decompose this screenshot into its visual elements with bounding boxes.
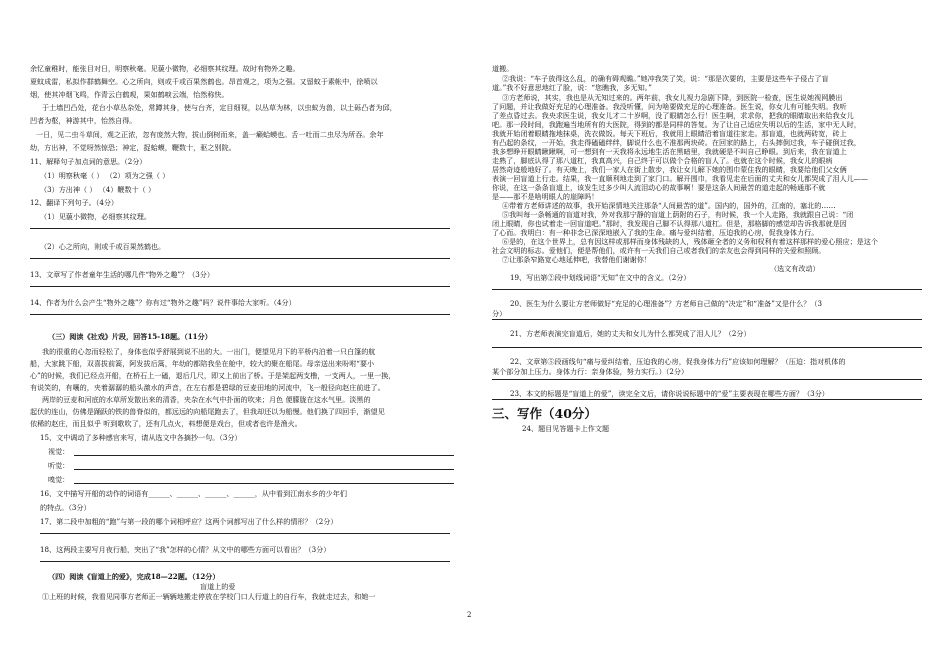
left-text-line: （四）阅读《盲道上的爱》，完成18—22题。（12分） [48, 572, 220, 581]
right-text-line: ②我说：“车子放得这么乱，的确有碍观瞻。”她冲我笑了笑，说：“那是次要的，主要是这些车子侵占了盲 [502, 74, 829, 83]
right-text-line: 道搬。 [492, 64, 514, 73]
right-text-line: 21、方老师表演完盲道后，她的丈夫和女儿为什么都哭成了泪人儿？（2分） [510, 329, 751, 338]
left-text-line: 16、文中描写开船的动作的词语有______、______、______、______，从中看到江南水乡的少年们 [40, 489, 347, 498]
right-text-line: 某个部分加上压力。身体力行：亲身体验，努力实行。）（2分） [492, 367, 689, 376]
answer-line [492, 289, 922, 290]
left-text-line: ①上班的时候，我看见同事方老师正一辆辆地搬走停放在学校门口人行道上的自行车，我就走过去，和她一 [42, 592, 376, 601]
right-text-line: 了差点昏过去。我央求医生说，我女儿才二十岁啊，没了眼睛怎么行！医生啊，求求你，把我的眼睛取出来给我女儿 [492, 111, 854, 120]
right-text-line: 22、文章第⑤段画线句“痛与爱纠结着，压迫我的心房，促我身体力行”应该如何理解？（压迫：指对机体的 [510, 357, 846, 366]
page-number: 2 [467, 611, 472, 619]
right-text-line: （选文有改动） [770, 264, 820, 273]
left-text-line: 17、第二段中加粗的“跑”与第一段的哪个词相呼应？这两个词都写出了什么样的情形？（2分） [40, 517, 338, 526]
right-text-line: 表演一回盲道上行走。结果，我一直顺利地走到了家门口。解开围巾，我看见走在后面的丈夫和女儿都哭成了泪人儿—— [492, 174, 868, 183]
answer-line [74, 469, 454, 470]
right-text-line: 我就开始闭着眼睛拖地抹桌，洗衣做饭。每天下班后，我就用上眼睛沿着盲道往家走。那盲道，也就两砖宽，砖上 [492, 129, 847, 138]
left-text-line: 心”的时候，我们已经点开船，在桥石上一磕，退后几尺，即又上前出了桥。于是架起两支橹，一支两人，一里一换， [30, 371, 396, 380]
left-text-line: 盲道上的爱 [200, 582, 236, 591]
left-text-line: 12、翻译下列句子。（4分） [30, 198, 119, 207]
right-text-line: 分） [492, 309, 507, 318]
answer-line [30, 258, 450, 259]
answer-line [74, 483, 454, 484]
left-text-line: 有说笑的，有嚷的，夹着潺潺的船头激水的声音，在左右都是碧绿的豆麦田地的河流中，飞一般径向赵庄前进了。 [30, 383, 385, 392]
right-text-line: 闭上眼睛，你也试着走一回盲道吧。”那时，我发现自己脚不认得那八道杠。但是，那格脚的感觉却告诉我那就是因 [492, 219, 847, 228]
left-text-line: 烟，使其冲烟飞鸣，作青云白鹤观，果如鹤唳云端，怡然称快。 [30, 90, 229, 99]
right-text-line: ③方老师说，其实，我也是从无知过来的。两年前，我女儿视力急剧下降，到医院一检查，医生说她视网膜出 [502, 93, 843, 102]
left-text-line: 依稀的赵庄，而且似乎 听到歌吹了，还有几点火，料想便是戏台，但或者也许是渔火。 [30, 419, 302, 428]
right-text-line: 了问题，并让我做好充足的心理准备。我没听懂，问为啥要做充足的心理准备。医生说，你女儿有可能失明。我听 [492, 102, 847, 111]
left-text-line: 夏蚊成雷，私拟作群鹤舞空。心之所向，则或千或百果然鹤也。昂首观之，项为之强。又留蚊于素帐中，徐喷以 [30, 77, 378, 86]
left-text-line: 13、文章写了作者童年生活的哪几件“物外之趣”？（3分） [30, 270, 214, 279]
answer-line [74, 455, 454, 456]
answer-line [492, 399, 922, 400]
left-text-line: 11、解释句子加点词的意思。（2分） [30, 157, 147, 166]
left-text-line: 我的很重的心忽而轻松了，身体也似乎舒展到说不出的大。一出门，便望见月下的平桥内泊着一只白篷的航 [42, 347, 376, 356]
left-text-line: （3）方出神（ ） （4）鞭数十（ ） [40, 185, 156, 194]
right-text-line: 你说，在这一条条盲道上，该发生过多少叫人流泪动心的故事啊！要是这条人间最苦的道走起的畅通那不就 [492, 183, 826, 192]
left-text-line: 两岸的豆麦和河底的水草所发散出来的清香，夹杂在水气中扑面的吹来；月色 便朦胧在这水气里。淡黑的 [42, 395, 371, 404]
left-text-line: （2）心之所向，则或千或百果然鹤也。 [40, 242, 166, 251]
left-text-line: 起伏的连山，仿佛是踊跃的铁的兽脊似的，都远远的向船尾跑去了，但我却还以为船慢。他们换了四回手，渐望见 [30, 407, 385, 416]
right-text-line: 了心而。我明白：有一种非念已深深地嵌入了我的生命。痛与爱纠结着，压迫我的心房，促我身体力行。 [492, 228, 819, 237]
right-text-line: 社会文明的标志。爱他们，便是帮他们，或许有一天我们自己或者我们的亲友也会得到同样的关爱和照顾。 [492, 246, 826, 255]
right-text-line: 有凸起的条纹，一开始，我走得磕磕绊绊，脚说什么也不准那两块砖。在回家的路上，右头摔倒过我，车子碰倒过我， [492, 138, 861, 147]
answer-line [30, 286, 450, 287]
answer-line [492, 347, 922, 348]
right-text-line: 居然奇迹般地好了。有天晚上，我们一家人在街上散步，我让女儿解下她的围巾蒙住我的眼睛，我要给他们父女俩 [492, 165, 847, 174]
answer-line [40, 533, 450, 534]
right-text-line: 吧。那一段时间，我跑遍当地所有的大医院，得到的都是同样的答复。为了让自己适应失明以后的生活，家中无人时， [492, 120, 861, 129]
left-text-line: 一日，见二虫斗草间，观之正浓，忽有庞然大物，拔山倒树而来，盖一癞蛤蟆也。舌一吐而二虫尽为所吞。余年 [36, 130, 384, 139]
answer-line [40, 561, 450, 562]
left-text-line: （1）明察秋毫（ ） （2）项为之强（ ） [40, 171, 170, 180]
left-text-line: 余忆童稚时，能张目对日，明察秋毫。见藐小微物，必细察其纹理。故时有物外之趣。 [30, 64, 300, 73]
left-text-line: 15、文中调动了多种感官来写，请从选文中各摘抄一句。（3分） [40, 433, 242, 442]
right-text-line: 是——那不是啥明眼人的崖障吗！ [492, 192, 599, 201]
left-text-line: 船，大家跳下船，双喜拔前篙，阿发拔后篙，年幼的都陪我坐在舱中，较大的聚在船尾。母亲送出来吩咐“要小 [30, 359, 375, 368]
left-text-line: 于土墙凹凸处，花台小草丛杂处，常蹲其身，使与台齐，定目细视，以丛草为林，以虫蚁为兽，以土砾凸者为邱， [42, 103, 397, 112]
answer-line [30, 314, 450, 315]
left-text-line: 的特点。（3分） [40, 503, 91, 512]
right-text-line: 道。”我不好意思地红了脸，说：“您瞧我，多无知。” [492, 83, 652, 92]
right-text-line: ④带着方老师讲述的故事，我开始深情地关注那条“人间最苦的道”。国内的，国外的，江南的，塞北的…… [502, 201, 836, 210]
right-text-line: 19、写出第②段中划线词语“无知”在文中的含义。（2分） [510, 273, 691, 282]
left-text-line: 18、这两段主要写月夜行船，突出了“我”怎样的心情？从文中的哪些方面可以看出？（3分） [40, 545, 331, 554]
right-text-line: 20、医生为什么要让方老师做好“充足的心理准备”？方老师自己做的“决定”和“准备”又是什么？（3 [510, 299, 822, 308]
left-text-line: （三）阅读《社戏》片段，回答15-18题。（11分） [48, 332, 212, 341]
left-text-line: 嗅觉： [48, 475, 70, 484]
answer-line [492, 319, 922, 320]
answer-line [492, 379, 922, 380]
right-text-line: 我多想睁开眼睛瞅瞅啊，可一想到有一天我将永远地生活在黑暗里，我就硬是不叫自己睁眼。到后来，我在盲道上 [492, 147, 847, 156]
left-text-line: 幼，方出神，不觉呀然惊恐；神定，捉蛤蟆，鞭数十，驱之别院。 [30, 143, 236, 152]
answer-line [30, 228, 450, 229]
left-text-line: （1）见藐小微物，必细察其纹理。 [40, 212, 151, 221]
right-text-line: 三、写作（40分） [492, 406, 597, 421]
right-text-line: ⑦让那条窄路宽心地延伸吧，我替他们谢谢你！ [502, 255, 651, 264]
right-text-line: ⑤我叫每一条畅通的盲道对我，外对我那宁静的盲道上荫附的石子，有时候，我一个人走路，我就跟自己说：“闭 [502, 210, 854, 219]
left-text-line: 听觉： [48, 461, 70, 470]
right-text-line: 24、题目见答题卡上作文题 [522, 424, 610, 433]
right-text-line: 走熟了，脚底认得了那八道杠，我真高兴，自己终于可以做个合格的盲人了。也就在这个时候，我女儿的眼病 [492, 156, 833, 165]
right-text-line: ⑥是的，在这个世界上，总有因这样或那样而身体残缺的人，残体砸全者的义务和权利有着这样那样的爱心照应；是这个 [502, 237, 878, 246]
left-text-line: 视觉： [48, 447, 70, 456]
left-text-line: 14、作者为什么会产生“物外之趣”？你有过“物外之趣”吗？说件事给大家听。（4分） [30, 298, 296, 307]
right-text-line: 23、本文的标题是“盲道上的爱”，读完全文后，请你说说标题中的“爱”主要表现在哪些方面？（3分） [510, 389, 829, 398]
left-text-line: 凹者为壑，神游其中，怡然自得。 [30, 116, 137, 125]
